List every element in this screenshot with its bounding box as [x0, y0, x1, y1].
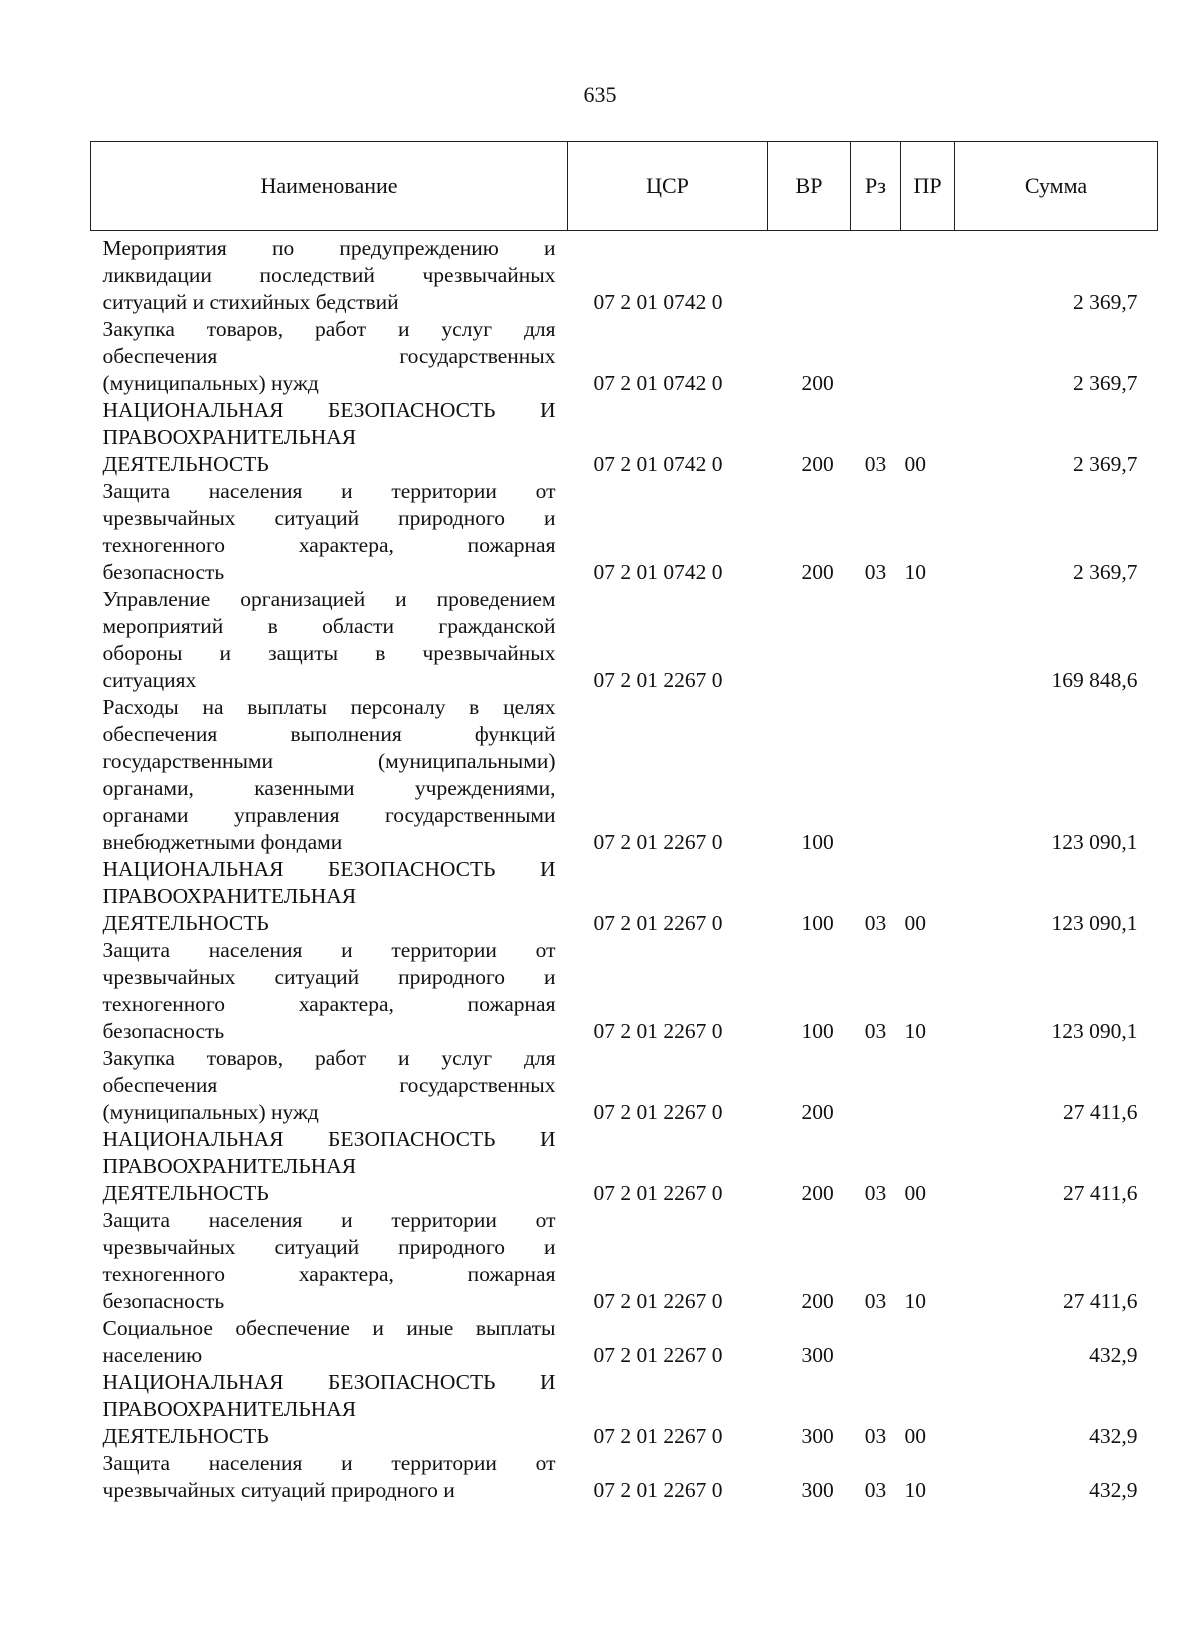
row-pr: 10 [904, 1019, 926, 1043]
row-name [91, 1369, 568, 1450]
row-csr: 07 2 01 2267 0 [593, 1019, 723, 1043]
row-name-line: безопасность [102, 1019, 225, 1043]
row-name-line: ПРАВООХРАНИТЕЛЬНАЯ [102, 1397, 357, 1421]
row-name-line: Социальное обеспечение и иные выплаты [102, 1316, 556, 1340]
row-pr: 00 [904, 1424, 926, 1448]
row-rz: 03 [864, 1424, 887, 1448]
row-pr: 00 [904, 452, 926, 476]
row-name-line: обеспечения выполнения функций [102, 722, 556, 746]
row-name-line: (муниципальных) нужд [102, 371, 319, 395]
row-vr: 100 [801, 911, 834, 935]
row-vr: 100 [801, 1019, 834, 1043]
row-csr: 07 2 01 0742 0 [593, 452, 723, 476]
row-sum: 432,9 [1089, 1478, 1138, 1502]
row-csr: 07 2 01 2267 0 [593, 1289, 723, 1313]
header-rz: Рз [851, 142, 901, 231]
row-name-line: органами управления государственными [102, 803, 556, 827]
row-rz [851, 1315, 901, 1369]
row-name-line: Защита населения и территории от [102, 938, 556, 962]
table-row [91, 694, 1158, 856]
table-row [91, 586, 1158, 694]
row-name-line: Закупка товаров, работ и услуг для [102, 317, 556, 341]
header-name: Наименование [91, 142, 568, 231]
row-rz: 03 [864, 560, 887, 584]
row-name-line: (муниципальных) нужд [102, 1100, 319, 1124]
row-sum: 123 090,1 [1051, 1019, 1138, 1043]
row-name [91, 231, 568, 317]
row-vr: 300 [801, 1343, 834, 1367]
row-name-line: Закупка товаров, работ и услуг для [102, 1046, 556, 1070]
row-name-line: ДЕЯТЕЛЬНОСТЬ [102, 1181, 269, 1205]
row-rz [851, 586, 901, 694]
row-name-line: НАЦИОНАЛЬНАЯ БЕЗОПАСНОСТЬ И [102, 857, 556, 881]
header-sum: Сумма [955, 142, 1158, 231]
row-name [91, 1126, 568, 1207]
row-name-line: НАЦИОНАЛЬНАЯ БЕЗОПАСНОСТЬ И [102, 1370, 556, 1394]
row-rz: 03 [864, 1289, 887, 1313]
row-name-line: внебюджетными фондами [102, 830, 343, 854]
row-name-line: чрезвычайных ситуаций природного и [102, 1478, 455, 1502]
row-pr: 00 [904, 1181, 926, 1205]
row-name-line: Мероприятия по предупреждению и [102, 236, 556, 260]
row-csr: 07 2 01 2267 0 [593, 1424, 723, 1448]
row-vr: 300 [801, 1478, 834, 1502]
row-vr: 100 [801, 830, 834, 854]
row-csr: 07 2 01 2267 0 [593, 1478, 723, 1502]
row-vr: 200 [801, 1181, 834, 1205]
row-name-line: техногенного характера, пожарная [102, 992, 556, 1016]
row-sum: 2 369,7 [1073, 290, 1138, 314]
row-vr: 200 [801, 452, 834, 476]
row-name [91, 1450, 568, 1504]
row-pr [901, 1315, 955, 1369]
row-name [91, 397, 568, 478]
row-name-line: ДЕЯТЕЛЬНОСТЬ [102, 911, 269, 935]
row-pr [901, 694, 955, 856]
row-name [91, 856, 568, 937]
table-row [91, 937, 1158, 1045]
table-row [91, 1045, 1158, 1126]
row-name-line: ПРАВООХРАНИТЕЛЬНАЯ [102, 425, 357, 449]
row-sum: 123 090,1 [1051, 830, 1138, 854]
row-name-line: обороны и защиты в чрезвычайных [102, 641, 556, 665]
row-pr: 10 [904, 1478, 926, 1502]
row-name-line: Управление организацией и проведением [102, 587, 556, 611]
table-row [91, 231, 1158, 317]
row-sum: 2 369,7 [1073, 452, 1138, 476]
row-name-line: техногенного характера, пожарная [102, 533, 556, 557]
row-csr: 07 2 01 2267 0 [593, 1343, 723, 1367]
row-name-line: ДЕЯТЕЛЬНОСТЬ [102, 452, 269, 476]
row-pr: 00 [904, 911, 926, 935]
budget-table [90, 141, 1158, 1504]
table-row [91, 1369, 1158, 1450]
row-vr [768, 231, 851, 317]
row-rz [851, 1045, 901, 1126]
row-name-line: ДЕЯТЕЛЬНОСТЬ [102, 1424, 269, 1448]
table-row [91, 1315, 1158, 1369]
row-rz: 03 [864, 452, 887, 476]
row-name-line: НАЦИОНАЛЬНАЯ БЕЗОПАСНОСТЬ И [102, 1127, 556, 1151]
row-name-line: чрезвычайных ситуаций природного и [102, 506, 556, 530]
table-row [91, 856, 1158, 937]
table-row [91, 1450, 1158, 1504]
row-name [91, 1045, 568, 1126]
row-csr: 07 2 01 0742 0 [593, 290, 723, 314]
row-name-line: обеспечения государственных [102, 344, 556, 368]
row-name-line: Защита населения и территории от [102, 1208, 556, 1232]
row-name [91, 478, 568, 586]
row-vr [768, 586, 851, 694]
row-rz [851, 231, 901, 317]
row-vr: 300 [801, 1424, 834, 1448]
row-name [91, 694, 568, 856]
table-row [91, 478, 1158, 586]
row-vr: 200 [801, 371, 834, 395]
row-name-line: Защита населения и территории от [102, 1451, 556, 1475]
row-rz [851, 316, 901, 397]
row-name-line: населению [102, 1343, 203, 1367]
row-sum: 432,9 [1089, 1424, 1138, 1448]
row-name [91, 1315, 568, 1369]
row-name-line: ситуациях [102, 668, 197, 692]
row-sum: 27 411,6 [1063, 1289, 1138, 1313]
row-rz [851, 694, 901, 856]
row-pr: 10 [904, 560, 926, 584]
row-rz: 03 [864, 1019, 887, 1043]
row-sum: 2 369,7 [1073, 560, 1138, 584]
row-sum: 27 411,6 [1063, 1181, 1138, 1205]
row-pr [901, 231, 955, 317]
row-name-line: ситуаций и стихийных бедствий [102, 290, 399, 314]
row-rz: 03 [864, 1181, 887, 1205]
row-name-line: ПРАВООХРАНИТЕЛЬНАЯ [102, 884, 357, 908]
row-name-line: Расходы на выплаты персоналу в целях [102, 695, 556, 719]
row-csr: 07 2 01 2267 0 [593, 1181, 723, 1205]
row-csr: 07 2 01 0742 0 [593, 560, 723, 584]
row-name-line: органами, казенными учреждениями, [102, 776, 556, 800]
header-vr: ВР [768, 142, 851, 231]
row-pr [901, 586, 955, 694]
row-pr [901, 1045, 955, 1126]
row-vr: 200 [801, 560, 834, 584]
row-name-line: чрезвычайных ситуаций природного и [102, 1235, 556, 1259]
row-name-line: Защита населения и территории от [102, 479, 556, 503]
row-csr: 07 2 01 2267 0 [593, 830, 723, 854]
row-rz: 03 [864, 1478, 887, 1502]
row-name-line: чрезвычайных ситуаций природного и [102, 965, 556, 989]
row-csr: 07 2 01 2267 0 [593, 911, 723, 935]
row-name-line: государственными (муниципальными) [102, 749, 556, 773]
row-csr: 07 2 01 0742 0 [593, 371, 723, 395]
row-vr: 200 [801, 1100, 834, 1124]
row-name-line: НАЦИОНАЛЬНАЯ БЕЗОПАСНОСТЬ И [102, 398, 556, 422]
table-row [91, 397, 1158, 478]
page-number: 635 [583, 82, 617, 107]
table-header [91, 142, 1158, 231]
row-sum: 123 090,1 [1051, 911, 1138, 935]
table-row [91, 316, 1158, 397]
table-body [91, 231, 1158, 1505]
row-name-line: безопасность [102, 560, 225, 584]
row-name-line: ПРАВООХРАНИТЕЛЬНАЯ [102, 1154, 357, 1178]
row-name-line: мероприятий в области гражданской [102, 614, 556, 638]
table-row [91, 1126, 1158, 1207]
row-csr: 07 2 01 2267 0 [593, 1100, 723, 1124]
row-sum: 2 369,7 [1073, 371, 1138, 395]
row-rz: 03 [864, 911, 887, 935]
row-vr: 200 [801, 1289, 834, 1313]
header-pr: ПР [901, 142, 955, 231]
row-name [91, 1207, 568, 1315]
row-name-line: безопасность [102, 1289, 225, 1313]
row-csr: 07 2 01 2267 0 [593, 668, 723, 692]
row-sum: 432,9 [1089, 1343, 1138, 1367]
row-name [91, 316, 568, 397]
row-pr [901, 316, 955, 397]
row-pr: 10 [904, 1289, 926, 1313]
row-name-line: обеспечения государственных [102, 1073, 556, 1097]
row-name [91, 586, 568, 694]
row-sum: 169 848,6 [1051, 668, 1138, 692]
header-csr: ЦСР [568, 142, 768, 231]
table-row [91, 1207, 1158, 1315]
row-name-line: ликвидации последствий чрезвычайных [102, 263, 556, 287]
row-name [91, 937, 568, 1045]
row-sum: 27 411,6 [1063, 1100, 1138, 1124]
row-name-line: техногенного характера, пожарная [102, 1262, 556, 1286]
